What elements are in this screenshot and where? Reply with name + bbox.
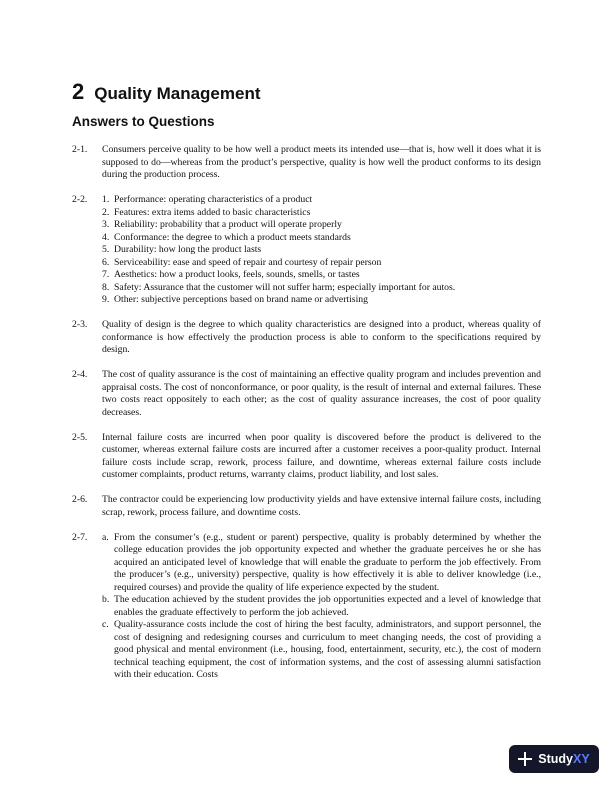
answer-text: Quality of design is the degree to which quality characteristics are designed into a product, whereas quality of conformance is how effectively the production process is able to conform to the specifications required by design. [102, 319, 541, 355]
list-marker: 7. [102, 269, 110, 280]
list-item-text: Reliability: probability that a product will operate properly [114, 219, 342, 230]
list-marker: 9. [102, 294, 110, 305]
list-item-text: Aesthetics: how a product looks, feels, sounds, smells, or tastes [114, 269, 360, 280]
chapter-heading [72, 72, 261, 104]
list-marker: 1. [102, 194, 110, 205]
list-item [102, 269, 541, 282]
section-title: Answers to Questions [72, 114, 215, 129]
list-item-text: Durability: how long the product lasts [114, 244, 262, 255]
list-item [102, 244, 541, 257]
list-item [102, 257, 541, 270]
answer-2-5 [72, 432, 541, 482]
list-item-text: Features: extra items added to basic characteristics [114, 206, 311, 218]
question-number: 2-6. [72, 494, 88, 505]
answer-2-1 [72, 144, 541, 182]
chapter-title: Quality Management [94, 84, 261, 103]
list-item-text: The education achieved by the student provides the job opportunities expected and a level of knowledge that enables the graduate effectively to perform the job achieved. [114, 594, 541, 618]
answer-text: Internal failure costs are incurred when poor quality is discovered before the product is delivered to the customer, whereas external failure costs are incurred after a customer receives a poor-quality product. Internal failure costs include scrap, rework, process failure, and downtime, whereas external failure costs include customer complaints, product returns, warranty claims, product liability, and lost sales. [102, 431, 541, 480]
answer-2-2 [72, 194, 541, 307]
question-number: 2-2. [72, 194, 88, 205]
list-item [102, 594, 541, 619]
list-item [102, 294, 541, 307]
answer-text: The contractor could be experiencing low productivity yields and have extensive internal failure costs, including scrap, rework, process failure, and downtime costs. [102, 494, 541, 518]
list-item [102, 532, 541, 595]
chapter-number: 2 [72, 79, 85, 104]
list-item [102, 282, 541, 295]
list-marker: 3. [102, 219, 110, 230]
sub-answers-list [102, 532, 541, 682]
answer-2-7 [72, 532, 541, 682]
answer-text: The cost of quality assurance is the cost of maintaining an effective quality program and includes prevention and appraisal costs. The cost of nonconformance, or poor quality, is the result of internal and external failures. These two costs react oppositely to each other; as the cost of quality assurance increases, the cost of poor quality decreases. [102, 369, 541, 418]
list-item [102, 207, 541, 220]
list-item-text: Performance: operating characteristics of a product [114, 194, 313, 205]
question-number: 2-5. [72, 431, 88, 443]
studyxy-badge[interactable] [509, 745, 599, 773]
answers-list [72, 144, 541, 694]
list-item [102, 194, 541, 207]
list-marker: a. [102, 531, 109, 543]
list-marker: 5. [102, 244, 110, 255]
answer-2-4 [72, 369, 541, 419]
answer-2-6 [72, 494, 541, 519]
question-number: 2-4. [72, 369, 88, 380]
list-marker: c. [102, 619, 109, 630]
list-item [102, 232, 541, 245]
badge-brand-accent: XY [573, 752, 590, 766]
list-item-text: Conformance: the degree to which a product meets standards [114, 231, 351, 243]
list-item [102, 619, 541, 682]
list-item-text: Quality-assurance costs include the cost of hiring the best faculty, administrators, and support personnel, the cost of designing and redesigning courses and curriculum to meet changing needs, the cost of providing a good physical and mental environment (i.e., housing, food, entertainment, security, etc.), the cost of modern technical teaching equipment, the cost of information systems, and the cost of assessing alumni satisfaction with their education. Costs [114, 619, 541, 680]
list-item [102, 219, 541, 232]
quality-dimensions-list [102, 194, 541, 307]
answer-2-3 [72, 319, 541, 357]
answer-text: Consumers perceive quality to be how well a product meets its intended use—that is, how well it does what it is supposed to do—whereas from the product’s perspective, quality is how well the product conforms to its design during the production process. [102, 144, 541, 180]
list-item-text: Other: subjective perceptions based on brand name or advertising [114, 294, 368, 305]
list-marker: 8. [102, 281, 110, 293]
list-item-text: Safety: Assurance that the customer will not suffer harm; especially important for autos. [114, 281, 456, 293]
list-marker: 6. [102, 256, 110, 268]
question-number: 2-7. [72, 531, 88, 543]
list-item-text: From the consumer’s (e.g., student or parent) perspective, quality is probably determined by whether the college education provides the job opportunity expected and whether the graduate perceives he or she has acquired an anticipated level of knowledge that will enable the graduate to perform the job effectively. From the producer’s (e.g., university) perspective, quality is how effectively it is able to deliver knowledge (i.e., required courses) and provide the quality of life experience expected by the student. [114, 531, 541, 593]
list-item-text: Serviceability: ease and speed of repair and courtesy of repair person [114, 256, 382, 268]
badge-brand: Study [538, 752, 574, 766]
list-marker: b. [102, 594, 110, 605]
list-marker: 4. [102, 231, 110, 243]
list-marker: 2. [102, 206, 110, 218]
question-number: 2-1. [72, 144, 88, 155]
plus-icon [518, 752, 532, 766]
question-number: 2-3. [72, 319, 88, 330]
